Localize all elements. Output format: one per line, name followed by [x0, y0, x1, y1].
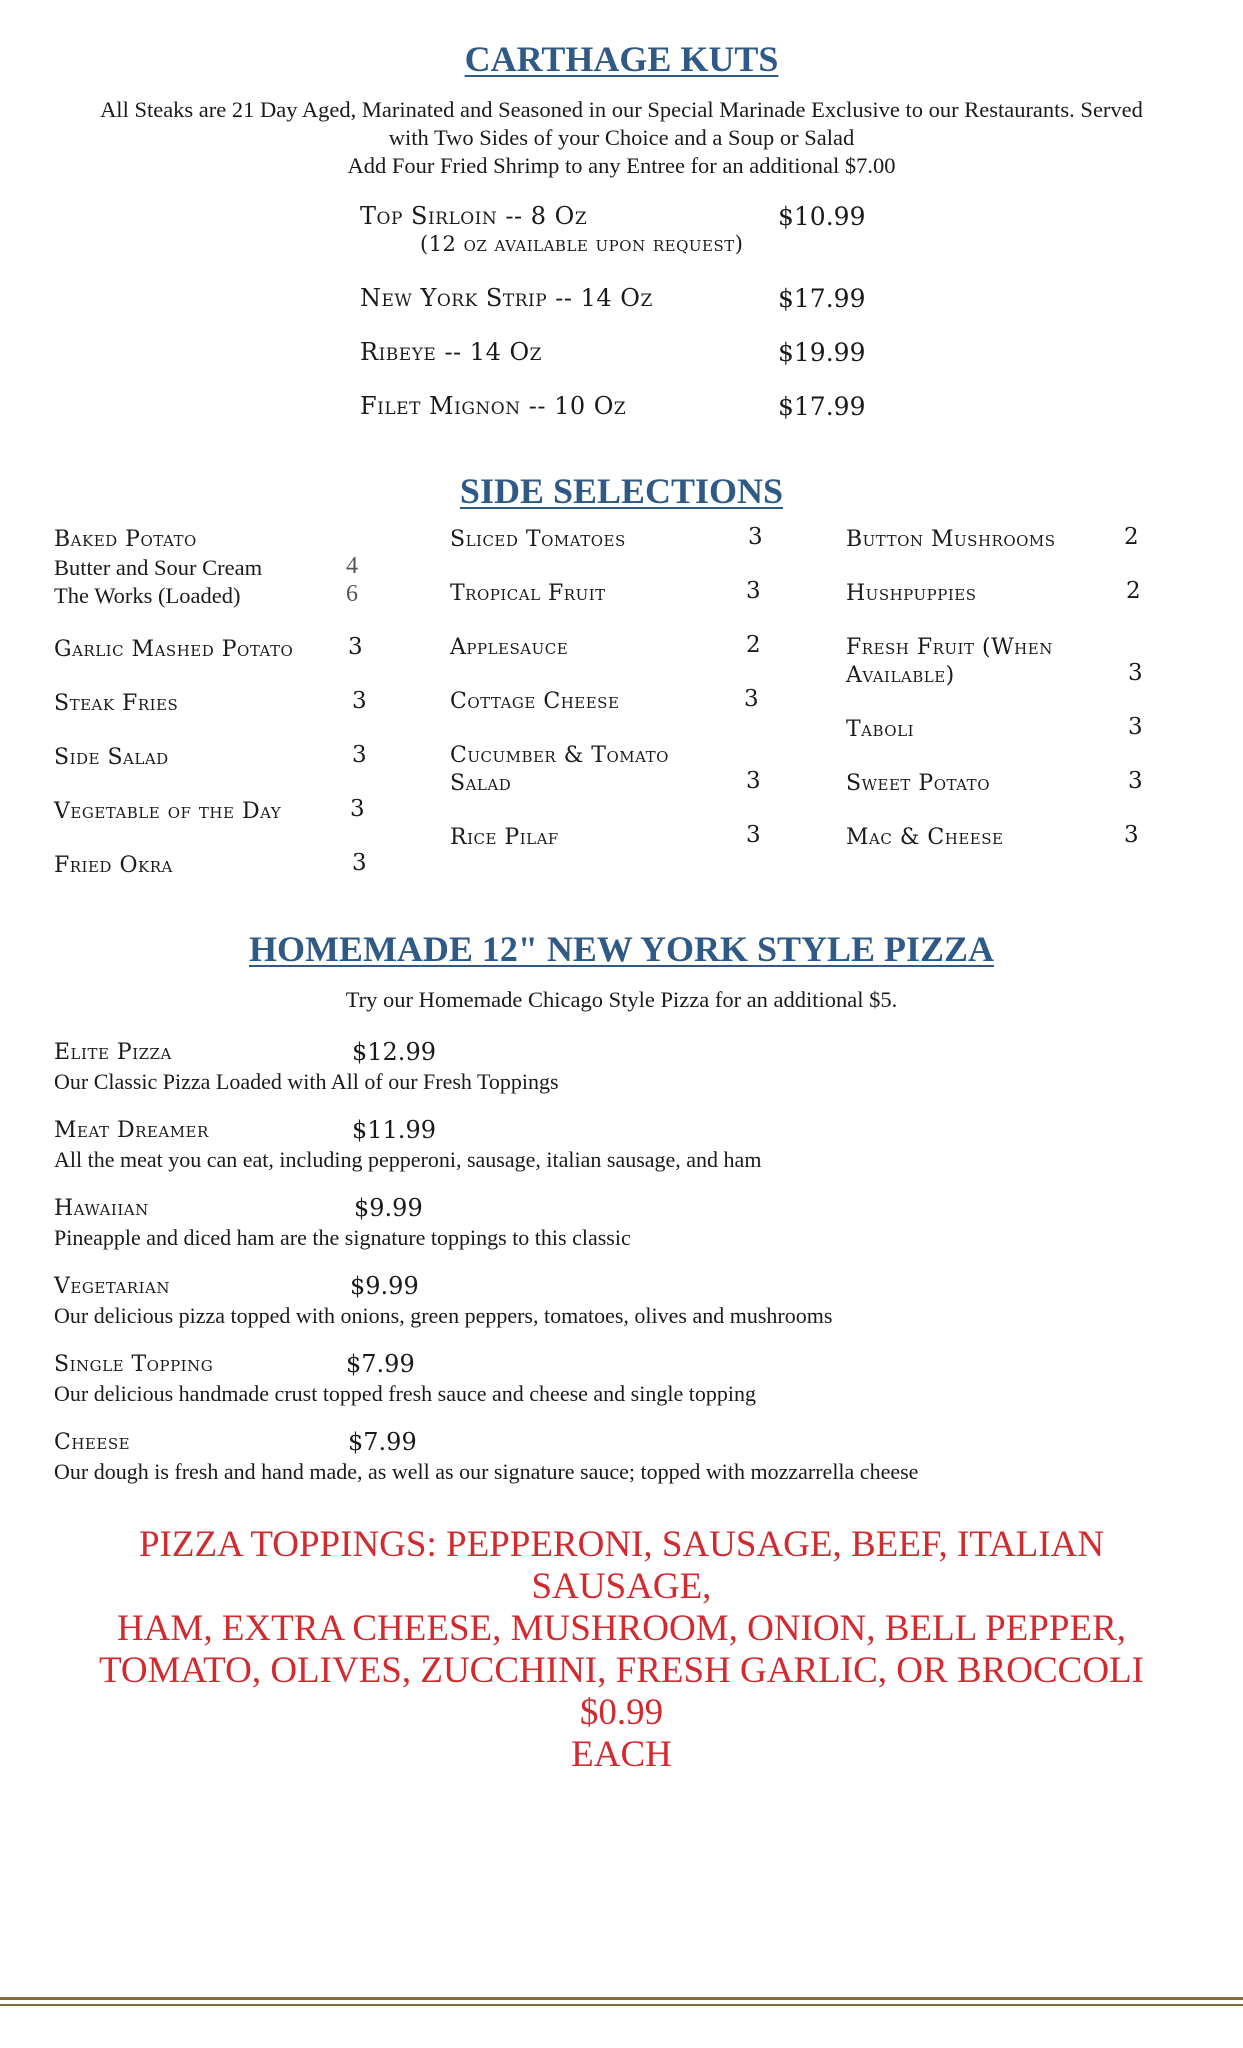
side-name: Taboli: [846, 717, 914, 742]
side-name: Steak Fries: [54, 691, 179, 716]
side-price: 3: [1128, 714, 1143, 740]
side-name-continued: Salad: [450, 771, 512, 796]
side-price: 3: [352, 688, 367, 714]
side-price: 3: [350, 796, 365, 822]
side-name: Sliced Tomatoes: [450, 527, 626, 552]
steak-name: Ribeye -- 14 Oz: [360, 338, 542, 366]
side-name: Cottage Cheese: [450, 689, 620, 714]
side-price: 2: [1124, 524, 1139, 550]
side-option-price: 4: [346, 553, 358, 579]
pizza-price: $9.99: [354, 1194, 423, 1222]
side-name: Garlic Mashed Potato: [54, 637, 294, 662]
side-price: 3: [352, 850, 367, 876]
side-name: Fried Okra: [54, 853, 173, 878]
side-name: Side Salad: [54, 745, 169, 770]
pizza-description: Our dough is fresh and hand made, as well as our signature sauce; topped with mozzarrella cheese: [54, 1459, 919, 1484]
steaks-intro-line1: All Steaks are 21 Day Aged, Marinated and Seasoned in our Special Marinade Exclusive to our Restaurants. Served: [100, 97, 1143, 122]
pizza-description: Our delicious handmade crust topped fresh sauce and cheese and single topping: [54, 1381, 756, 1406]
pizza-toppings-note: [60, 1524, 1183, 1776]
steak-name: New York Strip -- 14 Oz: [360, 284, 653, 312]
pizza-description: All the meat you can eat, including pepperoni, sausage, italian sausage, and ham: [54, 1147, 762, 1172]
steak-price: $19.99: [778, 338, 866, 367]
pizza-title: HOMEMADE 12" NEW YORK STYLE PIZZA: [248, 929, 995, 969]
side-name: Mac & Cheese: [846, 825, 1004, 850]
pizza-subtitle: Try our Homemade Chicago Style Pizza for an additional $5.: [345, 987, 898, 1012]
side-name: Tropical Fruit: [450, 581, 606, 606]
side-price: 3: [746, 578, 761, 604]
side-price: 3: [1128, 768, 1143, 794]
steaks-intro-line3: Add Four Fried Shrimp to any Entree for an additional $7.00: [347, 153, 896, 178]
toppings-line2: HAM, EXTRA CHEESE, MUSHROOM, ONION, BELL PEPPER,: [116, 1608, 1126, 1649]
toppings-line4: EACH: [571, 1734, 672, 1775]
steaks-intro-line2: with Two Sides of your Choice and a Soup or Salad: [388, 125, 855, 150]
footer-divider: [0, 1997, 1243, 2000]
steak-price: $17.99: [778, 284, 866, 313]
side-option-price: 6: [346, 581, 358, 607]
side-name: Button Mushrooms: [846, 527, 1056, 552]
side-name: Sweet Potato: [846, 771, 990, 796]
side-price: 3: [1124, 822, 1139, 848]
side-name: Baked Potato: [54, 527, 197, 552]
side-name: Fresh Fruit (When: [846, 635, 1053, 660]
side-price: 3: [746, 768, 761, 794]
pizza-name: Hawaiian: [54, 1196, 149, 1221]
sides-title: SIDE SELECTIONS: [459, 471, 784, 511]
side-price: 3: [352, 742, 367, 768]
side-price: 3: [748, 524, 763, 550]
pizza-price: $12.99: [352, 1038, 436, 1066]
pizza-name: Elite Pizza: [54, 1040, 172, 1065]
pizza-price: $11.99: [352, 1116, 436, 1144]
side-price: 2: [746, 632, 761, 658]
toppings-line3: TOMATO, OLIVES, ZUCCHINI, FRESH GARLIC, OR BROCCOLI $0.99: [99, 1650, 1144, 1733]
pizza-price: $7.99: [348, 1428, 417, 1456]
side-price: 3: [1128, 660, 1143, 686]
side-price: 2: [1126, 578, 1141, 604]
side-name-continued: Available): [846, 663, 955, 688]
steak-note: (12 oz available upon request): [420, 232, 744, 256]
side-price: 3: [348, 634, 363, 660]
pizza-description: Our delicious pizza topped with onions, green peppers, tomatoes, olives and mushrooms: [54, 1303, 833, 1328]
steak-name: Top Sirloin -- 8 Oz: [360, 202, 588, 230]
pizza-name: Meat Dreamer: [54, 1118, 209, 1143]
steak-name: Filet Mignon -- 10 Oz: [360, 392, 627, 420]
pizza-description: Pineapple and diced ham are the signature toppings to this classic: [54, 1225, 631, 1250]
steaks-intro: [60, 96, 1183, 180]
steak-price: $10.99: [778, 202, 866, 231]
side-name: Hushpuppies: [846, 581, 977, 606]
side-name: Rice Pilaf: [450, 825, 559, 850]
pizza-name: Cheese: [54, 1430, 131, 1455]
steak-price: $17.99: [778, 392, 866, 421]
footer-divider-thin: [0, 2004, 1243, 2006]
side-option-label: Butter and Sour Cream: [54, 555, 263, 580]
pizza-name: Vegetarian: [54, 1274, 170, 1299]
steaks-title: CARTHAGE KUTS: [464, 39, 779, 79]
pizza-name: Single Topping: [54, 1352, 214, 1377]
pizza-price: $9.99: [350, 1272, 419, 1300]
side-name: Vegetable of the Day: [54, 799, 282, 824]
toppings-line1: PIZZA TOPPINGS: PEPPERONI, SAUSAGE, BEEF, ITALIAN SAUSAGE,: [138, 1524, 1105, 1607]
side-name: Cucumber & Tomato: [450, 743, 669, 768]
pizza-description: Our Classic Pizza Loaded with All of our Fresh Toppings: [54, 1069, 559, 1094]
side-option-label: The Works (Loaded): [54, 583, 241, 608]
side-name: Applesauce: [450, 635, 569, 660]
side-price: 3: [746, 822, 761, 848]
side-price: 3: [744, 686, 759, 712]
pizza-price: $7.99: [346, 1350, 415, 1378]
